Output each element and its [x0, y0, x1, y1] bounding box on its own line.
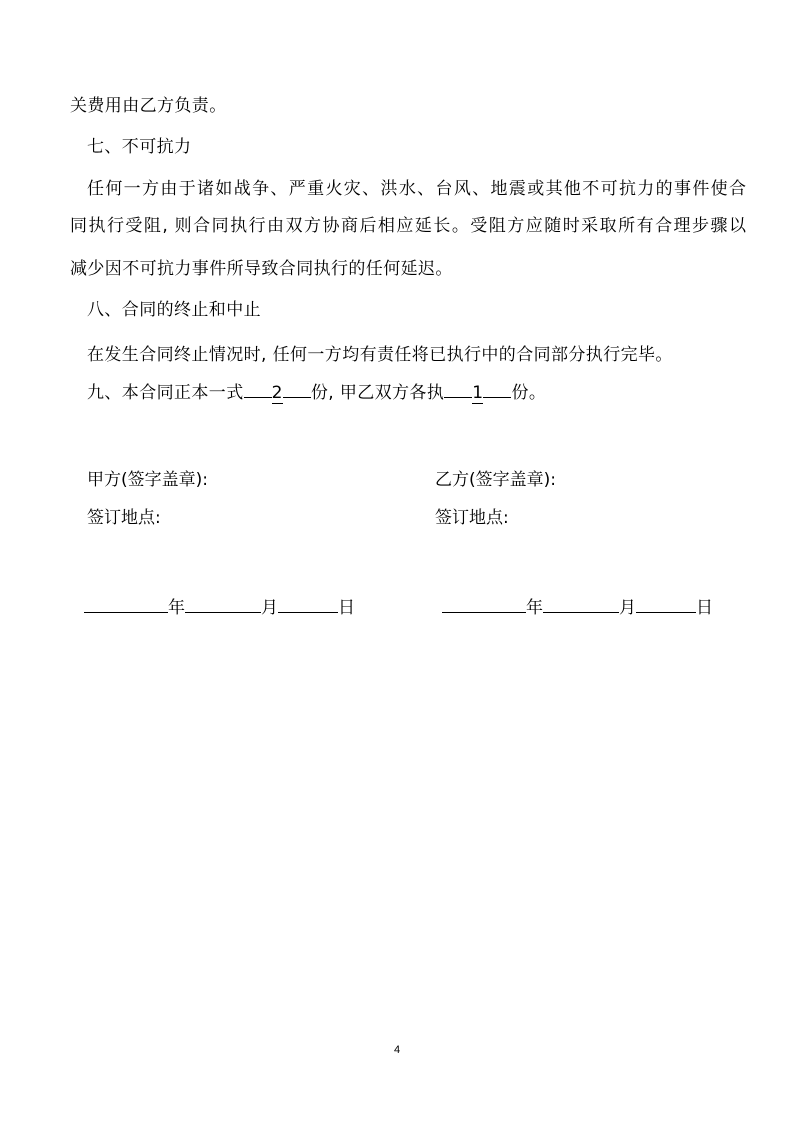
month-label: 月	[261, 598, 278, 618]
party-b-signature-label: 乙方(签字盖章):	[435, 470, 556, 490]
blank-left-each	[444, 380, 472, 398]
year-blank	[84, 595, 168, 613]
year-blank	[442, 595, 526, 613]
section-8-heading: 八、合同的终止和中止	[87, 300, 261, 320]
section-9-copies	[87, 380, 546, 405]
month-label: 月	[619, 598, 636, 618]
section-7-heading: 七、不可抗力	[87, 137, 192, 157]
section-7-line-3: 减少因不可抗力事件所导致合同执行的任何延迟。	[70, 259, 453, 279]
day-blank	[278, 595, 338, 613]
year-label: 年	[526, 598, 543, 618]
party-a-date-line	[84, 595, 355, 620]
party-a-signature-label: 甲方(签字盖章):	[87, 470, 208, 490]
paragraph-fee-responsibility: 关费用由乙方负责。	[70, 96, 227, 116]
copies-prefix: 九、本合同正本一式	[87, 383, 244, 403]
section-7-line-2: 同执行受阻, 则合同执行由双方协商后相应延长。受阻方应随时采取所有合理步骤以	[70, 216, 746, 236]
copies-total-value: 2	[271, 383, 283, 403]
section-8-line-1: 在发生合同终止情况时, 任何一方均有责任将已执行中的合同部分执行完毕。	[87, 345, 673, 365]
section-7-line-1: 任何一方由于诸如战争、严重火灾、洪水、台风、地震或其他不可抗力的事件使合	[87, 179, 746, 199]
blank-right-total	[283, 380, 311, 398]
month-blank	[185, 595, 261, 613]
party-b-date-line	[442, 595, 713, 620]
day-label: 日	[696, 598, 713, 618]
day-blank	[636, 595, 696, 613]
blank-right-each	[483, 380, 511, 398]
copies-each-value: 1	[472, 383, 484, 403]
party-a-sign-place-label: 签订地点:	[87, 508, 161, 528]
copies-middle: 份, 甲乙双方各执	[310, 383, 445, 403]
copies-suffix: 份。	[511, 383, 547, 403]
month-blank	[543, 595, 619, 613]
blank-left-total	[244, 380, 272, 398]
day-label: 日	[338, 598, 355, 618]
year-label: 年	[168, 598, 185, 618]
page-number: 4	[393, 1044, 401, 1056]
party-b-sign-place-label: 签订地点:	[435, 508, 509, 528]
